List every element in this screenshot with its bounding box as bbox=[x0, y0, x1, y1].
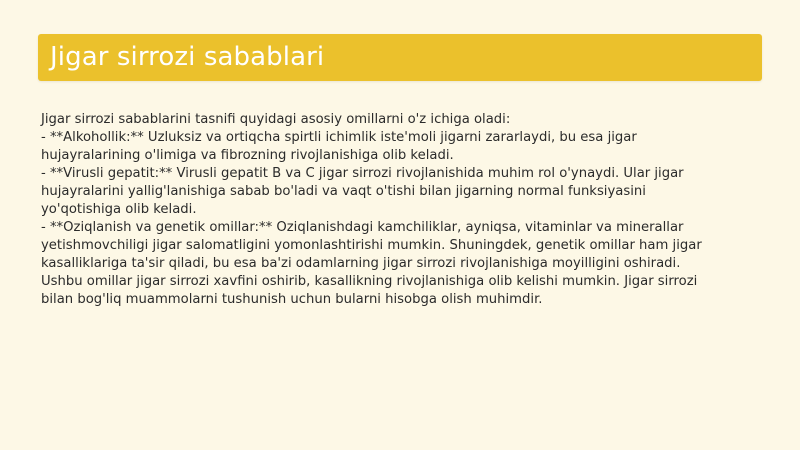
body-line-conclusion-cont: bilan bog'liq muammolarni tushunish uchun bularni hisobga olish muhimdir. bbox=[41, 292, 543, 307]
body-line-hepatitis: - **Virusli gepatit:** Virusli gepatit B va C jigar sirrozi rivojlanishida muhim rol o'ynaydi. Ular jigar bbox=[41, 166, 684, 181]
title-bar bbox=[38, 34, 762, 81]
body-line-intro: Jigar sirrozi sabablarini tasnifi quyidagi asosiy omillarni o'z ichiga oladi: bbox=[41, 112, 511, 127]
body-line-nutrition-cont-2: kasalliklariga ta'sir qiladi, bu esa ba'zi odamlarning jigar sirrozi rivojlanishiga moyilligini oshiradi. bbox=[41, 256, 681, 271]
body-line-hepatitis-cont-2: yo'qotishiga olib keladi. bbox=[41, 202, 197, 217]
body-line-conclusion: Ushbu omillar jigar sirrozi xavfini oshirib, kasallikning rivojlanishiga olib kelishi mumkin. Jigar sirrozi bbox=[41, 274, 698, 289]
slide-title: Jigar sirrozi sabablari bbox=[50, 42, 325, 72]
body-line-alcohol: - **Alkohollik:** Uzluksiz va ortiqcha spirtli ichimlik iste'moli jigarni zararlaydi, bu esa jigar bbox=[41, 130, 637, 145]
body-line-hepatitis-cont-1: hujayralarini yallig'lanishiga sabab bo'ladi va vaqt o'tishi bilan jigarning normal funksiyasini bbox=[41, 184, 646, 199]
body-line-nutrition-cont-1: yetishmovchiligi jigar salomatligini yomonlashtirishi mumkin. Shuningdek, genetik omillar ham jigar bbox=[41, 238, 702, 253]
slide-body bbox=[41, 111, 761, 309]
body-line-alcohol-cont: hujayralarining o'limiga va fibrozning rivojlanishiga olib keladi. bbox=[41, 148, 454, 163]
body-line-nutrition: - **Oziqlanish va genetik omillar:** Oziqlanishdagi kamchiliklar, ayniqsa, vitaminlar va minerallar bbox=[41, 220, 684, 235]
